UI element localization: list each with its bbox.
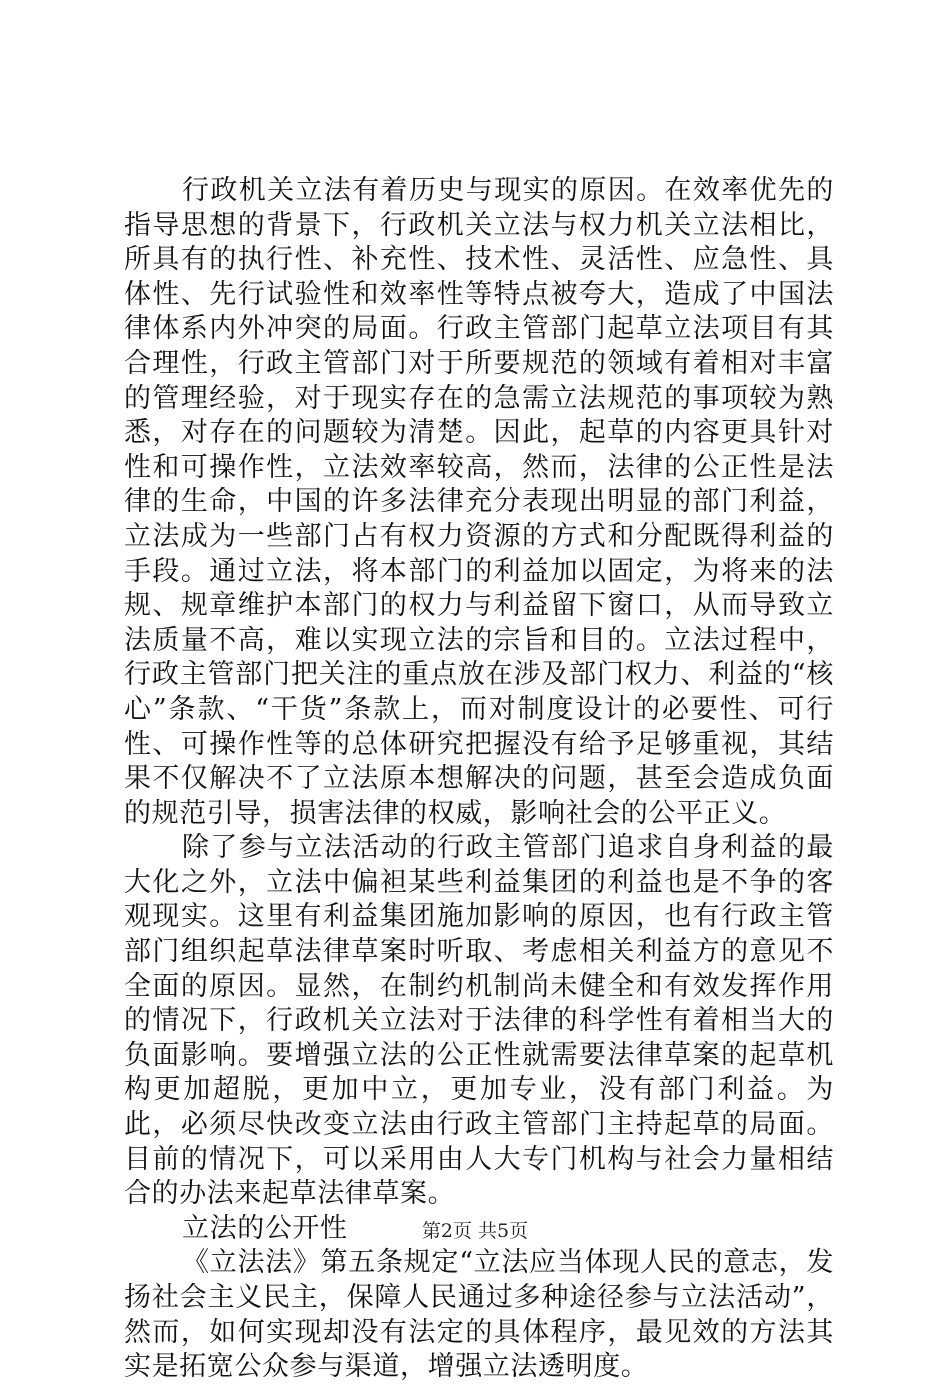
document-body	[124, 174, 834, 1385]
paragraph-interest-groups: 除了参与立法活动的行政主管部门追求自身利益的最大化之外，立法中偏袒某些利益集团的利益也是不争的客观现实。这里有利益集团施加影响的原因，也有行政主管部门组织起草法律草案时听取、考虑相关利益方的意见不全面的原因。显然，在制约机制尚未健全和有效发挥作用的情况下，行政机关立法对于法律的科学性有着相当大的负面影响。要增强立法的公正性就需要法律草案的起草机构更加超脱，更加中立，更加专业，没有部门利益。为此，必须尽快改变立法由行政主管部门主持起草的局面。目前的情况下，可以采用由人大专门机构与社会力量相结合的办法来起草法律草案。	[124, 832, 834, 1210]
paragraph-administrative-legislation: 行政机关立法有着历史与现实的原因。在效率优先的指导思想的背景下，行政机关立法与权力机关立法相比，所具有的执行性、补充性、技术性、灵活性、应急性、具体性、先行试验性和效率性等特点被夸大，造成了中国法律体系内外冲突的局面。行政主管部门起草立法项目有其合理性，行政主管部门对于所要规范的领域有着相对丰富的管理经验，对于现实存在的急需立法规范的事项较为熟悉，对存在的问题较为清楚。因此，起草的内容更具针对性和可操作性，立法效率较高，然而，法律的公正性是法律的生命，中国的许多法律充分表现出明显的部门利益，立法成为一些部门占有权力资源的方式和分配既得利益的手段。通过立法，将本部门的利益加以固定，为将来的法规、规章维护本部门的权力与利益留下窗口，从而导致立法质量不高，难以实现立法的宗旨和目的。立法过程中，行政主管部门把关注的重点放在涉及部门权力、利益的“核心”条款、“干货”条款上，而对制度设计的必要性、可行性、可操作性等的总体研究把握没有给予足够重视，其结果不仅解决不了立法原本想解决的问题，甚至会造成负面的规范引导，损害法律的权威，影响社会的公平正义。	[124, 175, 834, 829]
section-heading: 立法的公开性	[182, 1212, 348, 1244]
page-number-footer: 第2页 共5页	[421, 1220, 529, 1242]
paragraph-legislation-law: 《立法法》第五条规定“立法应当体现人民的意志，发扬社会主义民主，保障人民通过多种途径参与立法活动”，然而，如何实现却没有法定的具体程序，最见效的方法其实是拓宽公众参与渠道，增强立法透明度。	[124, 1247, 834, 1383]
